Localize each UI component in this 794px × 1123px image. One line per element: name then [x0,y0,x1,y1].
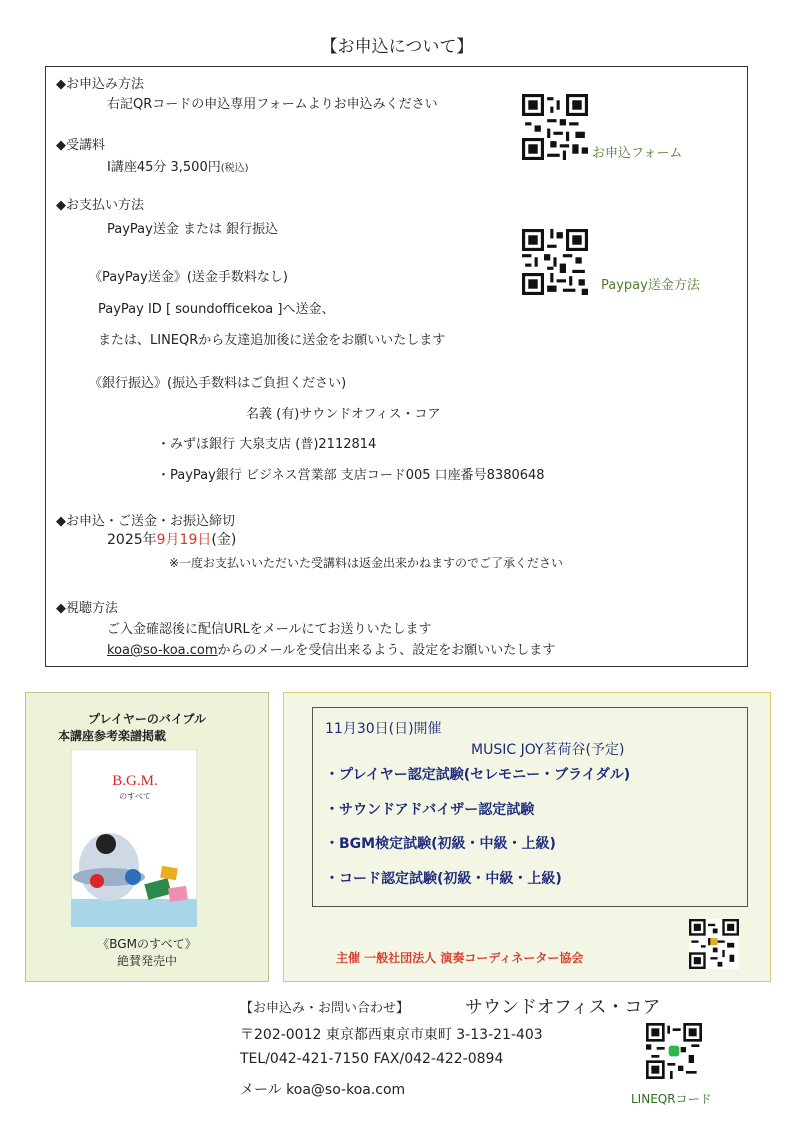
certification-box [312,707,748,907]
payment-methods: PayPay送金 または 銀行振込 [107,222,279,237]
exam-item: ・サウンドアドバイザー認定試験 [325,802,535,818]
application-info-box [45,66,748,667]
exam-organizer: 主催 一般社団法人 演奏コーディネーター協会 [336,951,584,965]
paypay-qr[interactable] [522,229,588,295]
viewing-line2-rest: からのメールを受信出来るよう、設定をお願いいたします [217,643,556,658]
line-qr-label: LINEQRコード [631,1092,712,1106]
fee-tax: (税込) [220,163,249,174]
fee-amount-text: I講座45分 3,500円 [107,160,221,175]
exam-venue: MUSIC JOY茗荷谷(予定) [471,742,625,758]
exam-item: ・コード認定試験(初級・中級・上級) [325,871,562,887]
exam-item: ・プレイヤー認定試験(セレモニー・ブライダル) [325,767,631,783]
svg-text:のすべて: のすべて [119,792,151,801]
bank-mizuho: ・みずほ銀行 大泉支店 (普)2112814 [157,437,377,452]
apply-heading: ◆お申込み方法 [56,77,144,92]
email-link[interactable]: koa@so-koa.com [107,643,218,658]
viewing-heading: ◆視聴方法 [56,601,118,616]
deadline-year: 2025年 [107,532,157,548]
book-caption1: 《BGMのすべて》 [97,937,197,951]
deadline-weekday: (金) [211,532,237,548]
contact-address: 〒202-0012 東京都西東京市東町 3-13-21-403 [240,1027,543,1043]
payment-heading: ◆お支払い方法 [56,198,144,213]
certification-panel [283,692,771,982]
paypay-title: 《PayPay送金》(送金手数料なし) [89,270,288,285]
paypay-id: PayPay ID [ soundofficekoa ]へ送金、 [98,302,335,317]
exam-date: 11月30日(日)開催 [325,721,442,737]
book-tag2: 本講座参考楽譜掲載 [58,729,167,743]
fee-amount [107,156,249,175]
page-title: 【お申込について】 [320,37,474,57]
book-promo-panel [25,692,269,982]
book-cover-title [112,773,157,789]
line-qr[interactable] [646,1023,702,1079]
contact-label: 【お申込み・お問い合わせ】 [240,1001,410,1016]
paypay-qr-label: Paypay送金方法 [601,278,700,293]
organizer-qr[interactable] [689,919,739,969]
book-caption2: 絶賛発売中 [116,954,177,968]
contact-company: サウンドオフィス・コア [465,997,661,1018]
fee-heading: ◆受講料 [56,138,105,153]
viewing-line1: ご入金確認後に配信URLをメールにてお送りいたします [107,622,432,637]
bank-paypay: ・PayPay銀行 ビジネス営業部 支店コード005 口座番号8380648 [157,468,545,483]
application-form-qr-label: お申込フォーム [592,146,683,161]
contact-mail[interactable]: メール koa@so-koa.com [240,1082,406,1098]
svg-text:B.G.M.: B.G.M. [112,773,158,789]
bank-title: 《銀行振込》(振込手数料はご負担ください) [89,376,347,391]
deadline-date [107,529,236,549]
contact-tel-fax: TEL/042-421-7150 FAX/042-422-0894 [240,1051,504,1067]
viewing-line2 [107,639,555,658]
exam-item: ・BGM検定試験(初級・中級・上級) [325,836,556,852]
book-cover-image [71,749,197,927]
deadline-heading: ◆お申込・ご送金・お振込締切 [56,514,235,529]
paypay-line: または、LINEQRから友達追加後に送金をお願いいたします [98,333,446,348]
deadline-day: 9月19日 [156,532,212,548]
book-tag1: プレイヤーのバイブル [87,712,207,726]
bank-holder: 名義 (有)サウンドオフィス・コア [246,407,441,422]
application-form-qr[interactable] [522,94,588,160]
apply-text: 右記QRコードの申込専用フォームよりお申込みください [107,97,438,112]
refund-note: ※一度お支払いいただいた受講料は返金出来かねますのでご了承ください [169,556,564,570]
book-cover-subtitle [119,792,151,801]
